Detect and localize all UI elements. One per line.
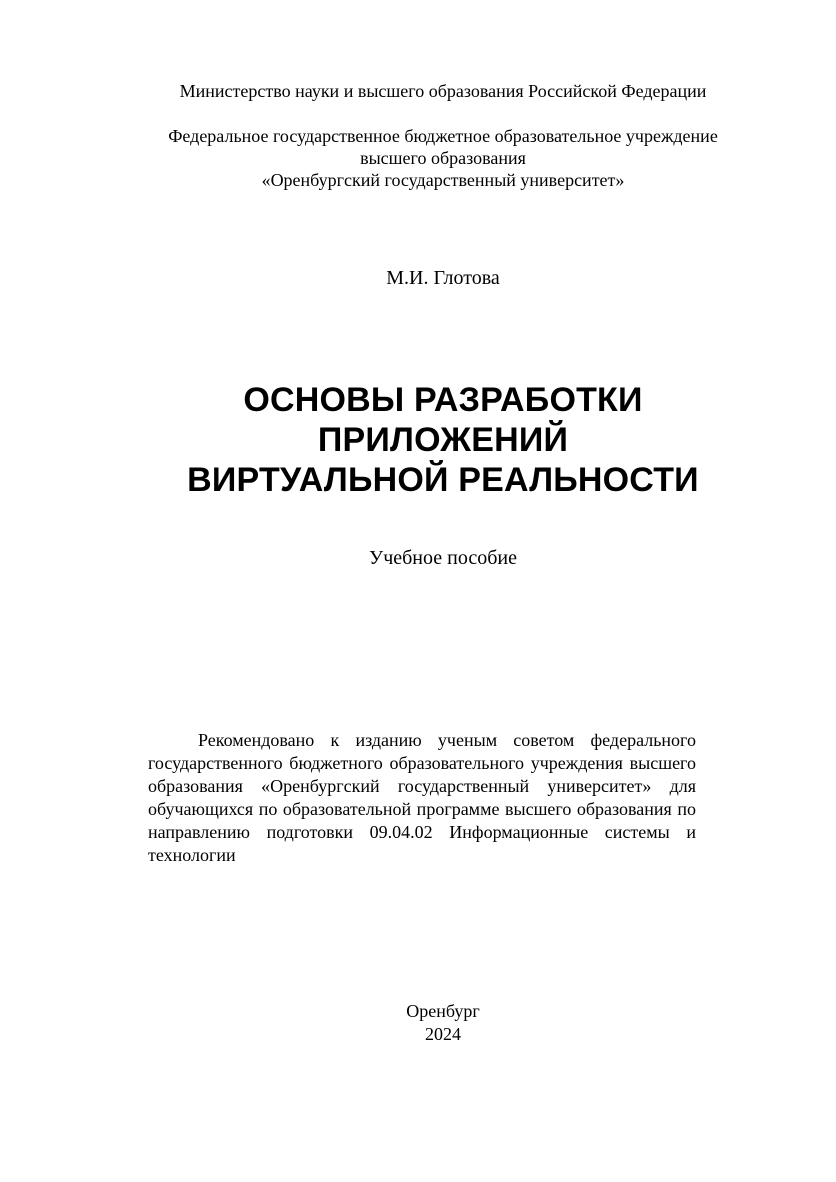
publication-city: Оренбург xyxy=(406,1001,480,1021)
recommendation-paragraph: Рекомендовано к изданию ученым советом федерального государственного бюджетного образовательного учреждения высшего образования «Оренбургский государственный университет» для обучающихся по образовательной программе высшего образования по направлению подготовки 09.04.02 Информационные системы и технологии xyxy=(148,730,696,865)
institution-line: Федеральное государственное бюджетное образовательное учреждение xyxy=(168,126,718,146)
institution-line: «Оренбургский государственный университет» xyxy=(261,170,625,190)
institution-line: высшего образования xyxy=(360,148,526,168)
publication-year: 2024 xyxy=(425,1024,461,1044)
document-subtitle: Учебное пособие xyxy=(369,547,517,569)
document-title xyxy=(0,380,836,500)
institution-name xyxy=(0,125,836,191)
title-line: ОСНОВЫ РАЗРАБОТКИ xyxy=(243,381,643,419)
title-line: ВИРТУАЛЬНОЙ РЕАЛЬНОСТИ xyxy=(187,461,699,499)
author-name: М.И. Глотова xyxy=(386,267,500,289)
title-line: ПРИЛОЖЕНИЙ xyxy=(317,421,569,459)
ministry-name: Министерство науки и высшего образования Российской Федерации xyxy=(179,81,707,101)
